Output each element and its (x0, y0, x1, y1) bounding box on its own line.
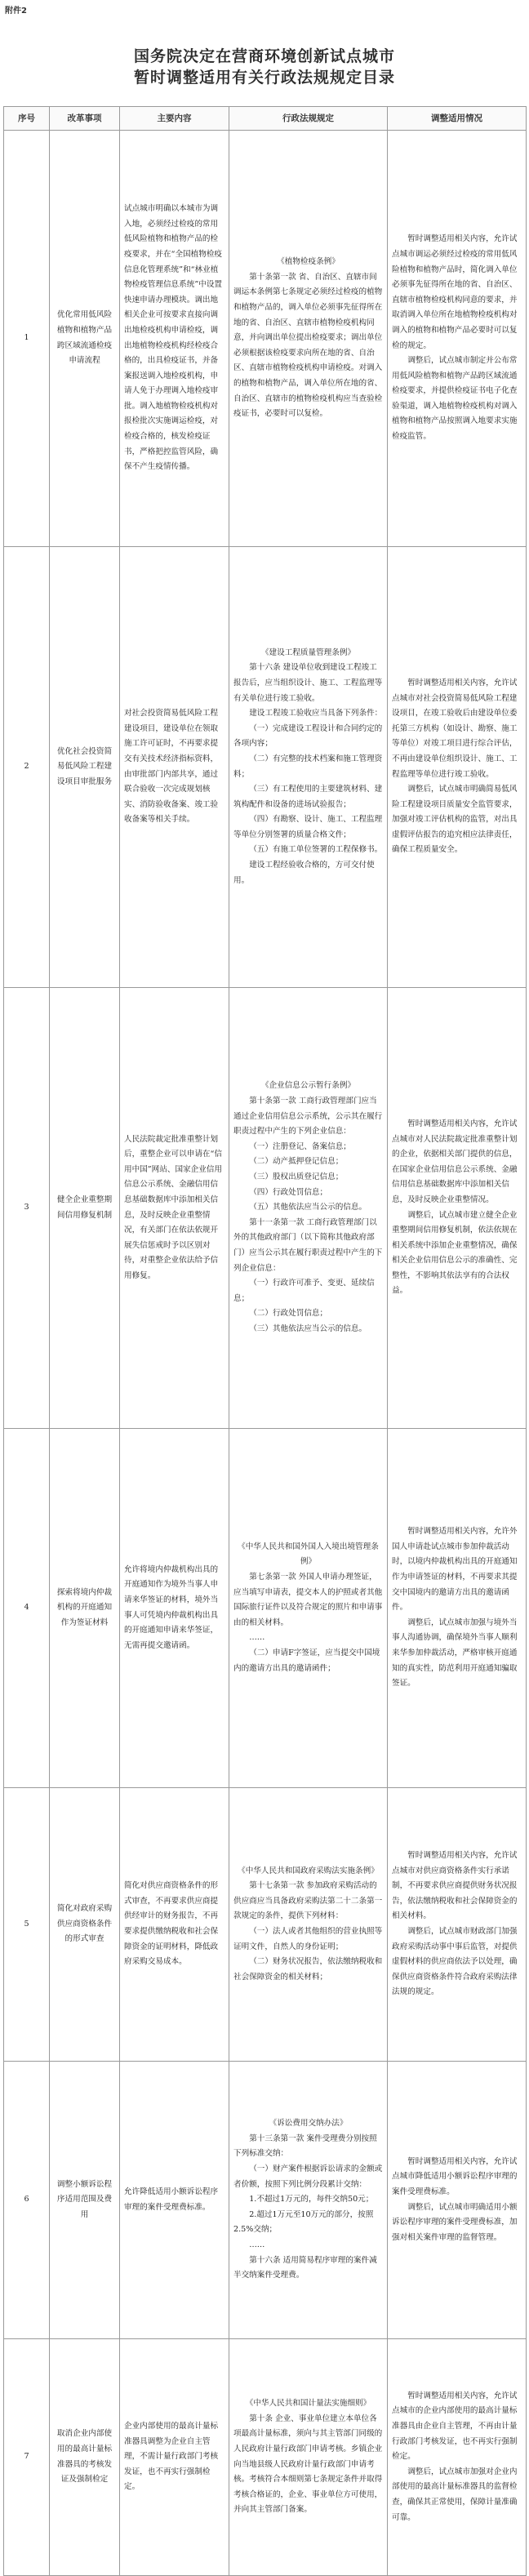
main-content: 允许将境内仲裁机构出具的开庭通知作为境外当事人申请来华签证的材料，境外当事人可凭境内仲裁机构出具的开庭通知申请来华签证，无需再提交邀请函。 (120, 1429, 229, 1788)
reform-item: 调整小额诉讼程序适用范围及费用 (50, 2062, 120, 2339)
regulation-paragraph: （三）股权出质登记信息； (249, 1172, 344, 1182)
reform-item: 健全企业重整期间信用修复机制 (50, 988, 120, 1429)
regulation-paragraph: （四）行政处罚信息； (249, 1187, 328, 1197)
reform-item: 取消企业内部使用的最高计量标准器具的考核发证及强制检定 (50, 2339, 120, 2576)
adjustment-paragraph: 调整后，试点城市明确简易低风险工程建设项目质量安全监管要求，加强对竣工评估机构的监管，对出具虚假评估报告的追究相应法律责任，确保工程质量安全。 (392, 785, 518, 855)
table-row (4, 131, 527, 547)
main-content: 试点城市明确以本城市为调入地，必须经过检疫的常用低风险植物和植物产品的检疫要求，并在“全国植物检疫信息化管理系统”和“林业植物检疫管理信息系统”中设置快速申请办理模块。调出地相关企业可按要求直接向调出地检疫机构申请检疫，调出地植物检疫机构经检疫合格的，出具检疫证书，并备案报送调入地检疫机构，申请人免于办理调入地检疫审批。调入地植物检疫机构对报检批次实施调运检疫，对检疫合格的，核发检疫证书，严格把控监管风险，确保不产生疫情传播。 (120, 131, 229, 547)
regulation-text (229, 1788, 388, 2062)
regulation-title: 《植物检疫条例》 (277, 257, 340, 267)
adjustment-text (388, 1788, 527, 2062)
regulation-table (3, 106, 527, 2576)
regulation-text (229, 1429, 388, 1788)
adjustment-text (388, 1429, 527, 1788)
adjustment-text (388, 131, 527, 547)
regulation-paragraph: （一）财产案件根据诉讼请求的金额或者价额，按照下列比例分段累计交纳： (233, 2164, 383, 2189)
regulation-paragraph: 2.超过1万元至10万元的部分，按照2.5%交纳； (233, 2209, 374, 2235)
regulation-paragraph: （一）注册登记、备案信息； (249, 1141, 351, 1151)
regulation-paragraph: 第十条第一款 工商行政管理部门应当通过企业信用信息公示系统，公示其在履行职责过程中产生的下列企业信息： (233, 1097, 383, 1137)
header-regulation: 行政法规规定 (229, 107, 388, 131)
row-number: 4 (4, 1429, 50, 1788)
regulation-paragraph: 第十七条第一款 参加政府采购活动的供应商应当具备政府采购法第二十二条第一款规定的条件，提供下列材料： (233, 1881, 383, 1921)
regulation-paragraph: 第十六条 建设单位收到建设工程竣工报告后，应当组织设计、施工、工程监理等有关单位进行竣工验收。 (233, 663, 383, 703)
row-number: 2 (4, 547, 50, 988)
attachment-label: 附件2 (5, 7, 27, 16)
adjustment-text (388, 2339, 527, 2576)
header-adjustment: 调整适用情况 (388, 107, 527, 131)
adjustment-paragraph: 调整后，试点城市建立健全企业重整期间信用修复机制，依法依规在相关系统中添加企业重整情况，确保相关企业信用信息公示的准确性、完整性，不影响其依法享有的合法权益。 (392, 1210, 518, 1296)
main-content: 人民法院裁定批准重整计划后，重整企业可以申请在“信用中国”网站、国家企业信用信息公示系统、金融信用信息基础数据库中添加相关信息，及时反映企业重整情况，有关部门在依法依规开展失信惩戒时予以区别对待，对重整企业依法给予信用修复。 (120, 988, 229, 1429)
adjustment-paragraph: 暂时调整适用相关内容，允许外国人申请赴试点城市参加仲裁活动时，以境内仲裁机构出具的开庭通知作为申请签证的材料，不再要求其提交中国境内的邀请方出具的邀请函件。 (392, 1527, 518, 1613)
regulation-paragraph: 第十条第一款 省、自治区、直辖市间调运本条例第七条规定必须经过检疫的植物和植物产品的，调入单位必须事先征得所在地的省、自治区、直辖市植物检疫机构同意，并向调出单位提出检疫要求；调出单位必须根据该检疫要求向所在地的省、自治区、直辖市植物检疫机构申请检疫。对调入的植物和植物产品，调入单位所在地的省、自治区、直辖市的植物检疫机构应当查验检疫证书，必要时可以复检。 (233, 272, 383, 419)
regulation-title: 《中华人民共和国计量法实施细则》 (245, 2399, 371, 2409)
adjustment-paragraph: 调整后，试点城市加强对企业内部使用的最高计量标准器具的监督检查，确保其正常使用，保障计量准确可靠。 (392, 2467, 518, 2522)
regulation-paragraph: …… (249, 1633, 265, 1643)
regulation-paragraph: （四）有勘察、设计、施工、工程监理等单位分别签署的质量合格文件； (233, 815, 383, 839)
regulation-paragraph: （二）申请F字签证，应当提交中国境内的邀请方出具的邀请函件； (233, 1648, 380, 1673)
adjustment-paragraph: 暂时调整适用相关内容，允许试点城市对人民法院裁定批准重整计划的企业，依据相关部门提供的信息，在国家企业信用信息公示系统、金融信用信息基础数据库中添加相关信息，及时反映企业重整情况。 (392, 1119, 518, 1204)
regulation-paragraph: （三）有工程使用的主要建筑材料、建筑构配件和设备的进场试验报告； (233, 785, 383, 809)
regulation-paragraph: （二）行政处罚信息； (249, 1309, 328, 1319)
regulation-paragraph: 建设工程竣工验收应当具备下列条件： (249, 709, 383, 719)
header-main-content: 主要内容 (120, 107, 229, 131)
adjustment-paragraph: 暂时调整适用相关内容，允许试点城市对社会投资简易低风险工程建设项目，在竣工验收后由建设单位委托第三方机构（如设计、勘察、施工等单位）对竣工项目进行综合评估，不再由建设单位组织设计、施工、工程监理等单位进行竣工验收。 (392, 678, 518, 779)
reform-item: 探索将境内仲裁机构的开庭通知作为签证材料 (50, 1429, 120, 1788)
table-row (4, 2339, 527, 2576)
adjustment-paragraph: 暂时调整适用相关内容，允许试点城市的企业内部使用的最高计量标准器具由企业自主管理，不再由计量行政部门考核发证，也不再实行强制检定。 (392, 2391, 518, 2462)
regulation-paragraph: 第十六条 适用简易程序审理的案件减半交纳案件受理费。 (233, 2255, 377, 2280)
page-title-line1: 国务院决定在营商环境创新试点城市 (133, 47, 395, 65)
header-number: 序号 (4, 107, 50, 131)
regulation-paragraph: （三）其他依法应当公示的信息。 (249, 1324, 367, 1333)
adjustment-paragraph: 暂时调整适用相关内容，允许试点城市对供应商资格条件实行承诺制，不再要求供应商提供财务状况报告，依法缴纳税收和社会保障资金的相关材料。 (392, 1851, 518, 1921)
table-row (4, 547, 527, 988)
row-number: 1 (4, 131, 50, 547)
table-row (4, 988, 527, 1429)
table-row (4, 1788, 527, 2062)
regulation-paragraph: （五）其他依法应当公示的信息。 (249, 1203, 367, 1212)
regulation-paragraph: （一）行政许可准予、变更、延续信息； (233, 1279, 375, 1303)
regulation-title: 《中华人民共和国政府采购法实施条例》 (238, 1866, 379, 1875)
regulation-paragraph: 1.不超过1万元的，每件交纳50元； (249, 2195, 374, 2205)
reform-item: 优化社会投资简易低风险工程建设项目审批服务 (50, 547, 120, 988)
table-header-row (4, 107, 527, 131)
regulation-text (229, 988, 388, 1429)
regulation-paragraph: （一）法人或者其他组织的营业执照等证明文件，自然人的身份证明； (233, 1927, 383, 1951)
regulation-text (229, 2339, 388, 2576)
regulation-title: 《中华人民共和国外国人入境出境管理条例》 (238, 1542, 379, 1567)
row-number: 5 (4, 1788, 50, 2062)
adjustment-paragraph: 调整后，试点城市财政部门加强政府采购活动事中事后监管，对提供虚假材料的供应商依法予以处理，确保供应商资格条件符合政府采购法律法规的规定。 (392, 1927, 518, 1997)
adjustment-paragraph: 调整后，试点城市制定并公布常用低风险植物和植物产品跨区域流通检疫要求，并提供检疫证书电子化查验渠道，调入地植物检疫机构对调入植物和植物产品按照调入地要求实施检疫监管。 (392, 356, 518, 442)
regulation-text (229, 547, 388, 988)
regulation-paragraph: （五）有施工单位签署的工程保修书。 (249, 845, 383, 855)
main-content: 对社会投资简易低风险工程建设项目，建设单位在领取施工许可证时，不再要求提交有关技术经济指标资料，由审批部门内部共享，通过联合验收一次完成规划核实、消防验收备案、竣工验收备案等相关手续。 (120, 547, 229, 988)
header-reform-item: 改革事项 (50, 107, 120, 131)
adjustment-paragraph: 暂时调整适用相关内容，允许试点城市调运必须经过检疫的常用低风险植物和植物产品时，简化调入单位必须事先征得所在地的省、自治区、直辖市植物检疫机构同意的要求，并取消调入单位所在地植物检疫机构对调入的植物和植物产品必要时可以复检的规定。 (392, 234, 518, 350)
regulation-text (229, 2062, 388, 2339)
regulation-paragraph: …… (249, 2240, 265, 2249)
reform-item: 优化常用低风险植物和植物产品跨区域流通检疫申请流程 (50, 131, 120, 547)
regulation-title: 《企业信息公示暂行条例》 (260, 1081, 356, 1091)
adjustment-paragraph: 暂时调整适用相关内容，允许试点城市降低适用小额诉讼程序审理的案件受理费标准。 (392, 2156, 518, 2196)
regulation-paragraph: 第十条 企业、事业单位建立本单位各项最高计量标准，须向与其主管部门同级的人民政府计量行政部门申请考核。乡镇企业向当地县级人民政府计量行政部门申请考核。考核符合本细则第七条规定条件并取得考核合格证的，企业、事业单位方可使用，并向其主管部门备案。 (233, 2414, 383, 2515)
reform-item: 简化对政府采购供应商资格条件的形式审查 (50, 1788, 120, 2062)
regulation-paragraph: （一）完成建设工程设计和合同约定的各项内容； (233, 723, 383, 749)
table-row (4, 1429, 527, 1788)
regulation-text (229, 131, 388, 547)
adjustment-text (388, 2062, 527, 2339)
regulation-paragraph: 第十三条第一款 案件受理费分别按照下列标准交纳： (233, 2133, 377, 2159)
regulation-paragraph: 建设工程经验收合格的，方可交付使用。 (233, 861, 375, 885)
row-number: 6 (4, 2062, 50, 2339)
adjustment-paragraph: 调整后，试点城市明确适用小额诉讼程序审理的案件受理费标准，加强对相关案件审理的监督管理。 (392, 2202, 518, 2242)
regulation-paragraph: （二）动产抵押登记信息； (249, 1157, 344, 1167)
adjustment-text (388, 988, 527, 1429)
row-number: 7 (4, 2339, 50, 2576)
regulation-paragraph: 第十一条第一款 工商行政管理部门以外的其他政府部门（以下简称其他政府部门）应当公示其在履行职责过程中产生的下列企业信息： (233, 1217, 383, 1273)
page-title-line2: 暂时调整适用有关行政法规规定目录 (133, 69, 395, 87)
adjustment-text (388, 547, 527, 988)
regulation-title: 《诉讼费用交纳办法》 (269, 2119, 348, 2129)
main-content: 企业内部使用的最高计量标准器具调整为企业自主管理，不需计量行政部门考核发证，也不再实行强制检定。 (120, 2339, 229, 2576)
row-number: 3 (4, 988, 50, 1429)
regulation-paragraph: （二）财务状况报告，依法缴纳税收和社会保障资金的相关材料； (233, 1957, 383, 1982)
adjustment-paragraph: 调整后，试点城市加强与境外当事人沟通协调，确保境外当事人顺利来华参加仲裁活动，严格审核开庭通知的真实性，防范利用开庭通知骗取签证。 (392, 1617, 518, 1688)
regulation-paragraph: （二）有完整的技术档案和施工管理资料； (233, 754, 383, 779)
table-row (4, 2062, 527, 2339)
main-content: 允许降低适用小额诉讼程序审理的案件受理费标准。 (120, 2062, 229, 2339)
regulation-title: 《建设工程质量管理条例》 (260, 647, 356, 657)
main-content: 简化对供应商资格条件的形式审查，不再要求供应商提供经审计的财务报告，不再要求提供缴纳税收和社会保障资金的证明材料，降低政府采购交易成本。 (120, 1788, 229, 2062)
regulation-paragraph: 第七条第一款 外国人申请办理签证，应当填写申请表，提交本人的护照或者其他国际旅行证件以及符合规定的照片和申请事由的相关材料。 (233, 1573, 383, 1627)
